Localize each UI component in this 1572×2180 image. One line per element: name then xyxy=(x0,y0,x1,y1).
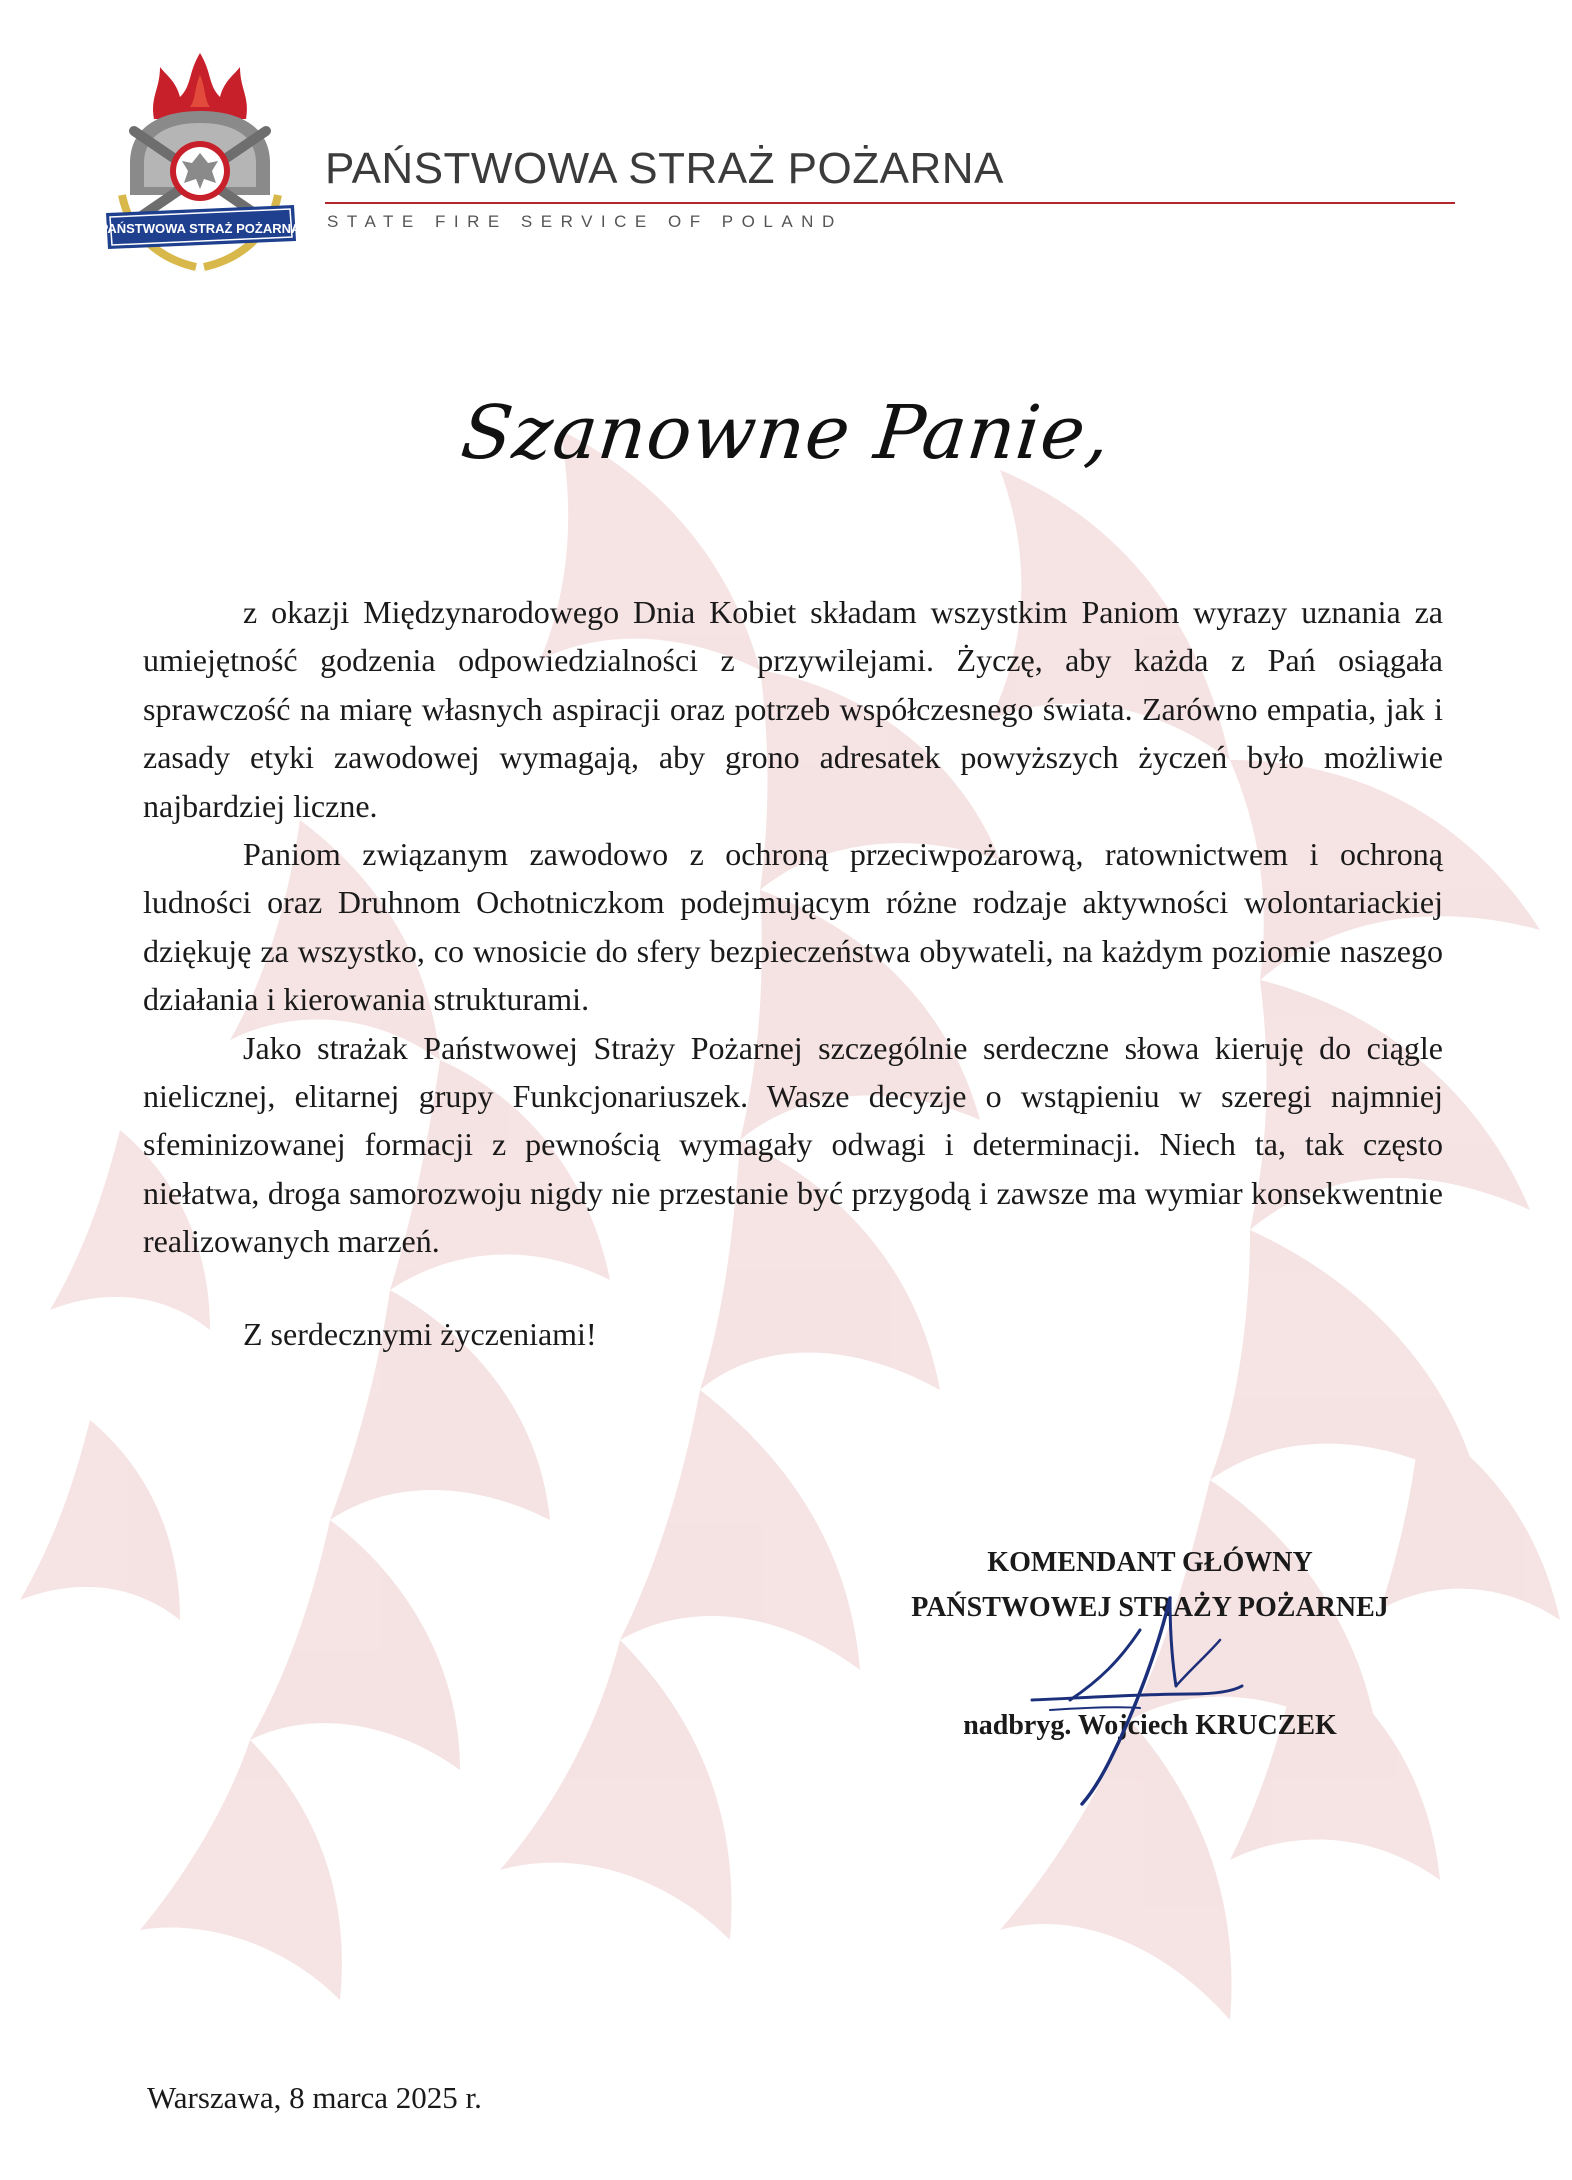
letter-greeting: Szanowne Panie, xyxy=(457,390,1115,476)
signatory-title-line2: PAŃSTWOWEJ STRAŻY POŻARNEJ xyxy=(911,1592,1389,1623)
letter-body xyxy=(143,588,1443,1266)
organization-subtitle: STATE FIRE SERVICE OF POLAND xyxy=(327,212,843,231)
header-divider xyxy=(325,202,1455,204)
letter-paragraph: Jako strażak Państwowej Straży Pożarnej szczególnie serdeczne słowa kieruję do ciągle nielicznej, elitarnej grupy Funkcjonariuszek. Wasze decyzje o wstąpieniu w szeregi najmniej sfeminizowanej formacji z pewnością wymagały odwagi i determinacji. Niech ta, tak często niełatwa, droga samorozwoju nigdy nie przestanie być przygodą i zawsze ma wymiar konsekwentnie realizowanych marzeń. xyxy=(143,1029,1443,1260)
signatory-title-line1: KOMENDANT GŁÓWNY xyxy=(987,1547,1313,1578)
letter-closing: Z serdecznymi życzeniami! xyxy=(243,1316,597,1352)
logo-ribbon-text: PAŃSTWOWA STRAŻ POŻARNA xyxy=(100,221,300,236)
signatory-name: nadbryg. Wojciech KRUCZEK xyxy=(963,1710,1337,1741)
letter-paragraph: z okazji Międzynarodowego Dnia Kobiet składam wszystkim Paniom wyrazy uznania za umiejętność godzenia odpowiedzialności z przywilejami. Życzę, aby każda z Pań osiągała sprawczość na miarę własnych aspiracji oraz potrzeb współczesnego świata. Zarówno empatia, jak i zasady etyki zawodowej wymagają, aby grono adresatek powyższych życzeń było możliwie najbardziej liczne. xyxy=(143,594,1443,824)
handwritten-signature xyxy=(1020,1590,1270,1810)
organization-name: PAŃSTWOWA STRAŻ POŻARNA xyxy=(325,144,1004,193)
place-and-date: Warszawa, 8 marca 2025 r. xyxy=(147,2080,482,2115)
letter-paragraph: Paniom związanym zawodowo z ochroną przeciwpożarową, ratownictwem i ochroną ludności oraz Druhnom Ochotniczkom podejmującym różne rodzaje aktywności wolontariackiej dziękuję za wszystko, co wnosicie do sfery bezpieczeństwa obywateli, na każdym poziomie naszego działania i kierowania strukturami. xyxy=(143,836,1443,1018)
fire-service-emblem-icon xyxy=(100,45,300,285)
